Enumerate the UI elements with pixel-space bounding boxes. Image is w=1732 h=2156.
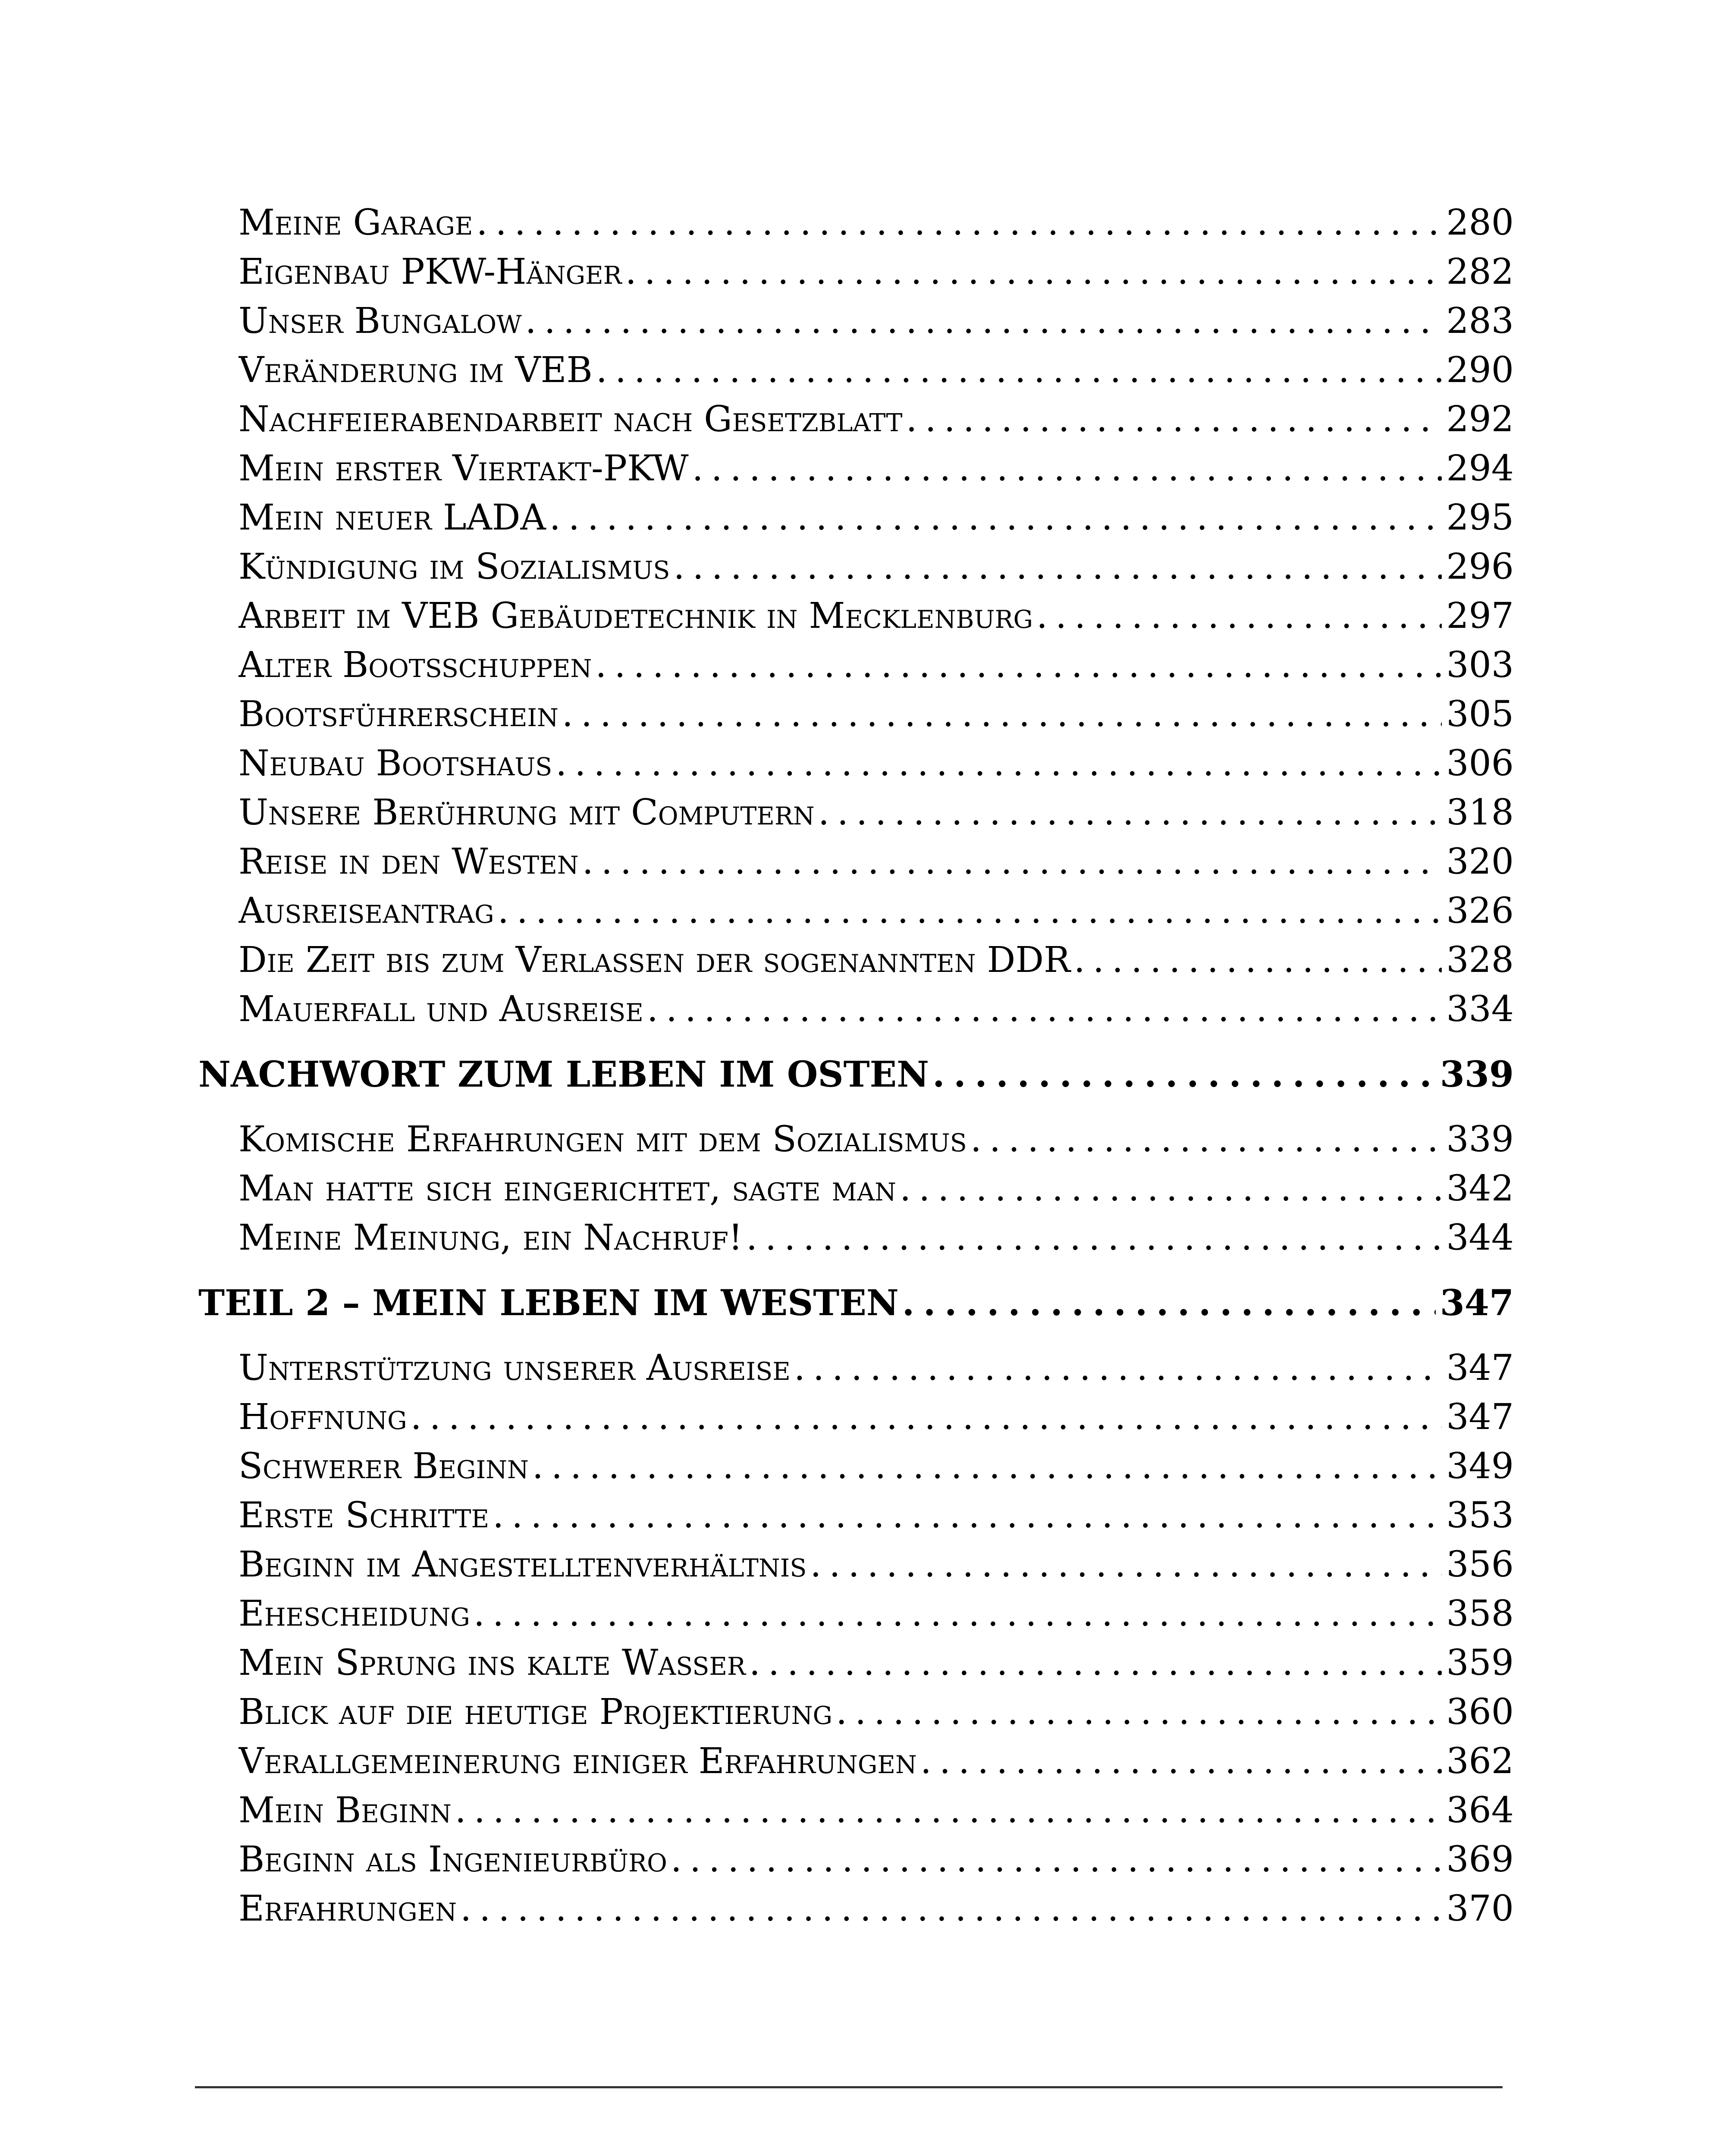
toc-entry-page: 320	[1446, 841, 1514, 882]
toc-entry-title: Mein Beginn	[238, 1790, 452, 1831]
toc-entry-title: Mein Sprung ins kalte Wasser	[238, 1642, 746, 1683]
toc-entry-page: 342	[1446, 1168, 1514, 1209]
toc-entry-page: 297	[1446, 595, 1514, 636]
toc-dot-leader	[555, 739, 1442, 788]
toc-entry-title: Beginn im Angestelltenverhältnis	[238, 1544, 807, 1585]
toc-entry[interactable]	[238, 1688, 1514, 1737]
toc-entry-title: Mein erster Viertakt-PKW	[238, 448, 689, 489]
toc-dot-leader	[920, 1737, 1442, 1786]
toc-entry-page: 362	[1446, 1741, 1514, 1782]
toc-entry[interactable]	[238, 1540, 1514, 1589]
toc-entry-page: 305	[1446, 694, 1514, 735]
toc-dot-leader	[562, 690, 1442, 739]
toc-dot-leader	[906, 395, 1442, 444]
toc-dot-leader	[746, 1213, 1442, 1263]
toc-entry[interactable]	[238, 1344, 1514, 1393]
toc-entry-page: 360	[1446, 1692, 1514, 1733]
toc-chapter-heading[interactable]	[198, 1269, 1514, 1338]
toc-dot-leader	[595, 641, 1442, 690]
toc-entry-title: Schwerer Beginn	[238, 1446, 529, 1487]
toc-dot-leader	[818, 788, 1442, 837]
toc-entry-page: 296	[1446, 546, 1514, 587]
toc-entry[interactable]	[238, 1491, 1514, 1540]
toc-entry-title: Erfahrungen	[238, 1888, 457, 1929]
toc-entry-title: Unterstützung unserer Ausreise	[238, 1348, 791, 1388]
toc-entry[interactable]	[238, 1164, 1514, 1213]
toc-entry-page: 356	[1446, 1544, 1514, 1585]
toc-entry-title: Man hatte sich eingerichtet, sagte man	[238, 1168, 897, 1209]
toc-entry-title: Alter Bootsschuppen	[238, 645, 592, 686]
toc-entry[interactable]	[238, 444, 1514, 493]
toc-entry[interactable]	[238, 1213, 1514, 1263]
toc-entry-title: Beginn als Ingenieurbüro	[238, 1839, 667, 1880]
toc-entry-page: 283	[1446, 301, 1514, 342]
toc-entry-title: Unsere Berührung mit Computern	[238, 792, 815, 833]
toc-entry-page: 369	[1446, 1839, 1514, 1880]
toc-entry-page: 353	[1446, 1495, 1514, 1536]
toc-dot-leader	[596, 346, 1442, 395]
toc-dot-leader	[549, 493, 1442, 542]
toc-entry[interactable]	[238, 1786, 1514, 1835]
toc-entry-title: Mein neuer LADA	[238, 497, 546, 538]
table-of-contents	[198, 198, 1514, 1934]
toc-entry-title: Die Zeit bis zum Verlassen der sogenannten DDR	[238, 940, 1070, 981]
toc-dot-leader	[794, 1344, 1442, 1393]
toc-entry-page: 364	[1446, 1790, 1514, 1831]
toc-entry-page: 295	[1446, 497, 1514, 538]
toc-entry[interactable]	[238, 690, 1514, 739]
toc-dot-leader	[671, 1835, 1442, 1884]
toc-entry-page: 303	[1446, 645, 1514, 686]
toc-entry[interactable]	[238, 297, 1514, 346]
toc-entry[interactable]	[238, 1442, 1514, 1491]
toc-entry[interactable]	[238, 788, 1514, 837]
toc-entry[interactable]	[238, 1835, 1514, 1884]
toc-entry[interactable]	[238, 1639, 1514, 1688]
toc-entry-title: Unser Bungalow	[238, 301, 522, 342]
toc-entry-page: 334	[1446, 989, 1514, 1030]
toc-entry[interactable]	[238, 592, 1514, 641]
toc-entry-page: 328	[1446, 940, 1514, 981]
toc-dot-leader	[474, 1589, 1442, 1639]
toc-entry-title: Veränderung im VEB	[238, 350, 593, 391]
toc-entry-title: Bootsführerschein	[238, 694, 559, 735]
toc-entry[interactable]	[238, 493, 1514, 542]
toc-dot-leader	[455, 1786, 1442, 1835]
toc-chapter-title: TEIL 2 – MEIN LEBEN IM WESTEN	[198, 1282, 899, 1324]
toc-dot-leader	[411, 1393, 1442, 1442]
toc-entry-page: 370	[1446, 1888, 1514, 1929]
toc-entry[interactable]	[238, 395, 1514, 444]
toc-entry-page: 318	[1446, 792, 1514, 833]
toc-entry[interactable]	[238, 1737, 1514, 1786]
toc-dot-leader	[647, 985, 1442, 1034]
toc-entry-page: 359	[1446, 1642, 1514, 1683]
toc-entry-page: 347	[1446, 1397, 1514, 1438]
toc-entry[interactable]	[238, 1115, 1514, 1164]
toc-chapter-heading[interactable]	[198, 1040, 1514, 1109]
toc-dot-leader	[498, 887, 1442, 936]
toc-dot-leader	[532, 1442, 1442, 1491]
toc-dot-leader	[493, 1491, 1442, 1540]
toc-entry-page: 282	[1446, 251, 1514, 292]
toc-dot-leader	[1074, 936, 1442, 985]
toc-dot-leader	[900, 1164, 1442, 1213]
toc-entry-page: 294	[1446, 448, 1514, 489]
toc-chapter-page: 339	[1440, 1054, 1514, 1095]
toc-entry[interactable]	[238, 542, 1514, 592]
toc-entry-title: Komische Erfahrungen mit dem Sozialismus	[238, 1119, 967, 1160]
toc-entry-title: Erste Schritte	[238, 1495, 489, 1536]
toc-entry-page: 347	[1446, 1348, 1514, 1388]
toc-entry[interactable]	[238, 887, 1514, 936]
toc-entry-page: 292	[1446, 399, 1514, 440]
toc-entry[interactable]	[238, 248, 1514, 297]
toc-entry-title: Verallgemeinerung einiger Erfahrungen	[238, 1741, 917, 1782]
toc-dot-leader	[582, 837, 1442, 887]
toc-dot-leader	[970, 1115, 1442, 1164]
toc-entry[interactable]	[238, 936, 1514, 985]
toc-entry[interactable]	[238, 346, 1514, 395]
toc-dot-leader	[692, 444, 1442, 493]
toc-entry[interactable]	[238, 641, 1514, 690]
toc-entry-title: Meine Garage	[238, 202, 473, 243]
toc-entry-page: 358	[1446, 1593, 1514, 1634]
toc-dot-leader	[932, 1040, 1436, 1109]
toc-entry-page: 280	[1446, 202, 1514, 243]
toc-chapter-page: 347	[1440, 1282, 1514, 1324]
toc-entry-title: Eigenbau PKW-Hänger	[238, 251, 622, 292]
toc-entry-title: Ausreiseantrag	[238, 890, 494, 931]
toc-entry-title: Ehescheidung	[238, 1593, 470, 1634]
toc-dot-leader	[749, 1639, 1442, 1688]
toc-entry-title: Blick auf die heutige Projektierung	[238, 1692, 833, 1733]
toc-entry-page: 339	[1446, 1119, 1514, 1160]
toc-entry-title: Kündigung im Sozialismus	[238, 546, 670, 587]
toc-entry-title: Nachfeierabendarbeit nach Gesetzblatt	[238, 399, 903, 440]
toc-chapter-title: NACHWORT ZUM LEBEN IM OSTEN	[198, 1054, 929, 1095]
toc-entry[interactable]	[238, 739, 1514, 788]
toc-entry-title: Meine Meinung, ein Nachruf!	[238, 1217, 743, 1258]
toc-entry-title: Hoffnung	[238, 1397, 407, 1438]
toc-entry-title: Reise in den Westen	[238, 841, 579, 882]
toc-entry[interactable]	[238, 985, 1514, 1034]
footer-rule	[195, 2086, 1503, 2088]
toc-entry[interactable]	[238, 198, 1514, 248]
toc-entry-title: Arbeit im VEB Gebäudetechnik in Mecklenburg	[238, 595, 1033, 636]
toc-dot-leader	[460, 1884, 1442, 1934]
toc-entry[interactable]	[238, 1393, 1514, 1442]
toc-dot-leader	[836, 1688, 1442, 1737]
toc-entry-page: 290	[1446, 350, 1514, 391]
toc-entry-title: Mauerfall und Ausreise	[238, 989, 643, 1030]
toc-dot-leader	[477, 198, 1442, 248]
toc-dot-leader	[625, 248, 1442, 297]
toc-dot-leader	[1036, 592, 1442, 641]
toc-entry-title: Neubau Bootshaus	[238, 743, 552, 784]
toc-dot-leader	[902, 1269, 1436, 1338]
toc-dot-leader	[525, 297, 1442, 346]
toc-entry[interactable]	[238, 1589, 1514, 1639]
toc-dot-leader	[673, 542, 1442, 592]
toc-entry-page: 349	[1446, 1446, 1514, 1487]
toc-entry[interactable]	[238, 837, 1514, 887]
toc-dot-leader	[810, 1540, 1442, 1589]
toc-entry-page: 326	[1446, 890, 1514, 931]
toc-entry-page: 344	[1446, 1217, 1514, 1258]
toc-entry-page: 306	[1446, 743, 1514, 784]
toc-entry[interactable]	[238, 1884, 1514, 1934]
